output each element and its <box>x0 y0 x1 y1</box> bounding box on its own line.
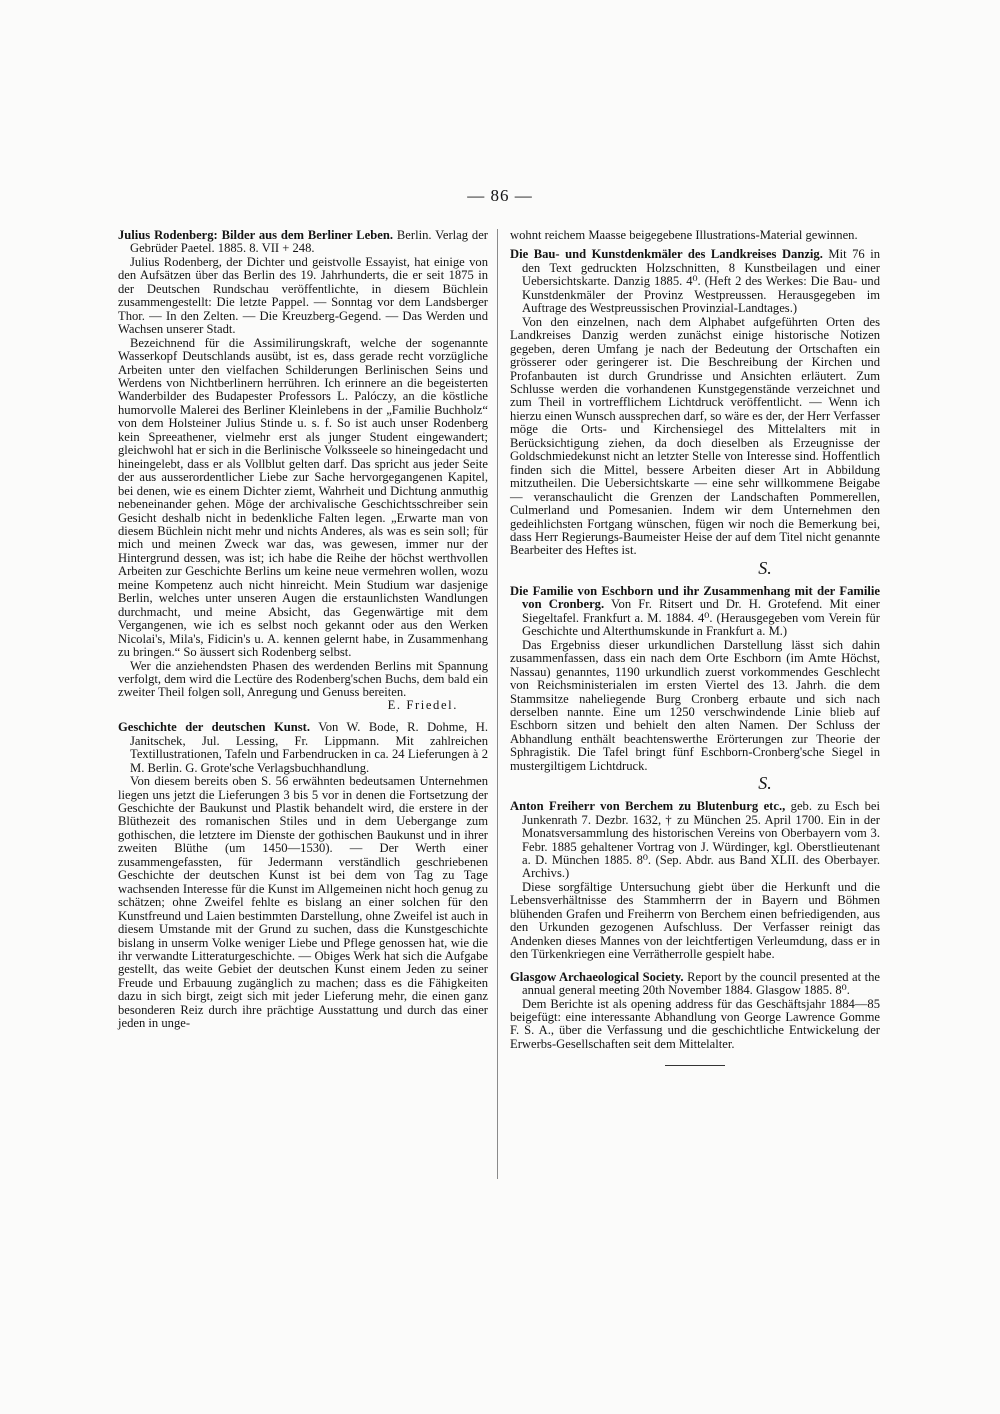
review-entry-danzig <box>510 247 880 578</box>
entry-body <box>510 316 880 576</box>
reviewer-mark: S. <box>758 557 772 578</box>
entry-body <box>510 881 880 962</box>
paragraph: Das Ergebniss dieser urkundlichen Darstellung lässt sich dahin zusammenfassen, dass ein nach dem Orte Eschborn (im Amte Höchst, Nassau) genanntes, 1190 urkundlich zuerst vorkommendes Geschlecht von Reichsministerialen im ersten Viertel des 13. Jahrh. die dem Stammsitze naheliegende Burg Cronberg erbaute und sich nach derselben nannte. Eine um 1250 verschwindende Linie blieb auf Eschborn sitzen und behielt den alten Namen. Der Schluss der Abhandlung enthält beachtenswerthe Erörterungen zur Theorie der Sphragistik. Die Tafel bringt fünf Eschborn-Cronberg'sche Siegel in mustergiltigem Lichtdruck. <box>510 637 880 773</box>
entry-heading <box>510 971 880 998</box>
continued-text: wohnt reichem Maasse beigegebene Illustrations-Material gewinnen. <box>510 228 858 242</box>
reviewer-signature: E. Friedel. <box>387 697 458 712</box>
entry-title: Glasgow Archaeological Society. <box>510 969 684 984</box>
entry-body <box>118 256 488 712</box>
paragraph: Diese sorgfältige Untersuchung giebt über die Herkunft und die Lebensverhältnisse des Stammherrn der in Bayern und Böhmen blühenden Grafen und Freiherrn von Berchem einen befriedigenden, aus den Urkunden gezogenen Aufschluss. Der Verfasser reinigt das Andenken dieses Mannes von der leichtfertigen Verleumdung, dass er in den Türkenkriegen eine Verrätherrolle gespielt habe. <box>510 879 880 962</box>
paragraph: Dem Berichte ist als opening address für das Geschäftsjahr 1884—85 beigefügt: eine interessante Abhandlung von George Lawrence Gomme F. S. A., über die Verfassung und die geschichtliche Entwickelung der Erwerbs-Gesellschaften seit dem Mittelalter. <box>510 996 880 1051</box>
review-entry-rodenberg <box>118 229 488 712</box>
review-entry-eschborn <box>510 583 880 794</box>
column-divider <box>497 229 498 1179</box>
entry-bibliographic-details: Berlin. Verlag der Gebrüder Paetel. 1885. 8. VII + 248. <box>130 228 489 256</box>
reviewer-mark: S. <box>758 773 772 794</box>
entry-heading <box>510 248 880 315</box>
entry-bibliographic-details: geb. zu Esch bei Junkenrath 7. Dezbr. 1632, † zu München 25. April 1700. Ein in der Monatsversammlung des historischen Vereins von Oberbayern vom 3. Febr. 1885 gehaltener Vortrag von J. Würdinger, kgl. Oberstlieutenant a. D. München 1885. 8⁰. (Sep. Abdr. aus Band XLII. des Oberbayer. Archivs.) <box>522 799 880 881</box>
entry-heading <box>118 721 488 775</box>
left-column <box>118 229 488 1040</box>
entry-bibliographic-details: Von W. Bode, R. Dohme, H. Janitschek, Jul. Lessing, Fr. Lippmann. Mit zahlreichen Textillustrationen, Tafeln und Farbendrucken in ca. 24 Lieferungen à 2 M. Berlin. G. Grote'sche Verlagsbuchhandlung. <box>130 720 488 775</box>
review-entry-berchem <box>510 800 880 961</box>
entry-title: Geschichte der deutschen Kunst. <box>118 720 311 735</box>
paragraph: Julius Rodenberg, der Dichter und geistvolle Essayist, hat einige von den Aufsätzen über das Berlin des 19. Jahrhunderts, die er seit 1875 in der Deutschen Rundschau veröffentlichte, in diesem Büchlein zusammengestellt: Die letzte Pappel. — Sonntag vor dem Landsberger Thor. — In den Zelten. — Die Kreuzberg-Gegend. — Das Werden und Wachsen unserer Stadt. <box>118 254 488 337</box>
entry-title: Die Bau- und Kunstdenkmäler des Landkreises Danzig. <box>510 247 823 262</box>
entry-title: Julius Rodenberg: Bilder aus dem Berliner Leben. <box>118 228 394 242</box>
paragraph: Von den einzelnen, nach dem Alphabet aufgeführten Orten des Landkreises Danzig werden zunächst einige historische Notizen gegeben, deren Umfang je nach der Bedeutung der Ortschaften ein grösserer oder geringerer ist. Die Beschreibung der Kirchen und Profanbauten ist durch Grundrisse und Ansichten erläutert. Zum Schlusse werden die vorhandenen Kunstgegenstände verzeichnet und zum Theil in vortrefflichem Lichtdruck veröffentlicht. — Wenn ich hierzu einen Wunsch aussprechen darf, so wäre es der, der Herr Verfasser möge die Orts- und Kirchensiegel des Mittelalters mit in Berücksichtigung ziehen, da doch dieselben als Erzeugnisse der Goldschmiedekunst nicht an letzter Stelle von Interesse sind. Hoffentlich finden sich die Mittel, bessere Arbeiten dieser Art in Abbildung mitzutheilen. Die Uebersichtskarte — eine sehr willkommene Beigabe — veranschaulicht die Grenzen der Landschaften Pommerellen, Culmerland und Pomesanien. Indem wir dem Unternehmen den gedeihlichsten Fortgang wünschen, fügen wir noch die Bemerkung bei, dass Herr Regierungs-Baumeister Heise der auf dem Titel nicht genannte Bearbeiter des Heftes ist. <box>510 314 880 558</box>
entry-body <box>118 775 488 1031</box>
page-number: — 86 — <box>467 186 533 205</box>
entry-bibliographic-details: Von Fr. Ritsert und Dr. H. Grotefend. Mit einer Siegeltafel. Frankfurt a. M. 1884. 4⁰. (Herausgegeben vom Verein für Geschichte und Alterthumskunde in Frankfurt a. M.) <box>522 597 880 639</box>
entry-heading <box>118 229 488 256</box>
paragraph: Bezeichnend für die Assimilirungskraft, welche der sogenannte Wasserkopf Deutschlands ausübt, ist es, dass gerade recht vorzügliche Arbeiten unter den vielfachen Schilderungen Berlinischen Seins und Werdens von Nichtberlinern herrühren. Ich erinnere an die begeisterten Wanderbilder des Budapester Professors L. Palóczy, an die köstliche humorvolle Malerei des Berliner Kleinlebens in der „Familie Buchholz“ von dem Holsteiner Julius Stinde u. s. f. So ist auch unser Rodenberg kein Spreeathener, vielmehr erst als junger Student eingewandert; gleichwohl hat er sich in die Berlinische Volksseele so hineingedacht und hineingelebt, dass er als Vollblut gelten darf. Das spricht aus jeder Seite der aus ausserordentlicher Liebe zur Sache hervorgegangenen Kapitel, bei denen, wie es einem Dichter ziemt, Wahrheit und Dichtung anmuthig nebeneinander gehen. Möge der archivalische Geschichtsschreiber sein Gesicht deshalb nicht in bedenkliche Falten legen. „Erwarte man von diesem Büchlein nicht mehr und nichts Anderes, als was es sein soll; für mich und meinen Zweck war das, was gewesen, immer nur der Hintergrund dessen, was ist; ich habe die Reihe der höchst werthvollen Arbeiten zur Geschichte Berlins um keine neue vermehren wollen, wozu meine Kompetenz auch nicht hinreicht. Mein Studium war dasjenige Berlin, welches unter unseren Augen die erstaunlichsten Wandlungen durchmacht, und meine Absicht, das Gegenwärtige mit dem Vergangenen, wie ich es selbst noch gekannt oder aus den Werken Nicolai's, Mila's, Fidicin's u. A. kennen gelernt habe, in Zusammenhang zu bringen.“ So äussert sich Rodenberg selbst. <box>118 335 488 660</box>
review-entry-glasgow <box>510 971 880 1052</box>
entry-body <box>510 998 880 1052</box>
end-rule <box>665 1065 725 1066</box>
paragraph: Wer die anziehendsten Phasen des werdenden Berlins mit Spannung verfolgt, dem wird die Lectüre des Rodenberg'schen Buchs, dem bald ein zweiter Theil folgen soll, Anregung und Genuss bereiten. <box>118 658 488 700</box>
entry-bibliographic-details: Mit 76 in den Text gedruckten Holzschnitten, 8 Kunstbeilagen und einer Uebersichtskarte. Danzig 1885. 4⁰. (Heft 2 des Werkes: Die Bau- und Kunstdenkmäler der Provinz Westpreussen. Herausgegeben im Auftrage des Westpreussischen Provinzial-Landtages.) <box>522 247 880 316</box>
entry-title: Anton Freiherr von Berchem zu Blutenburg etc., <box>510 799 786 814</box>
entry-heading <box>510 800 880 881</box>
entry-body <box>510 639 880 792</box>
entry-bibliographic-details: Report by the council presented at the annual general meeting 20th November 1884. Glasgow 1885. 8⁰. <box>522 969 881 998</box>
paragraph: Von diesem bereits oben S. 56 erwähnten bedeutsamen Unternehmen liegen uns jetzt die Lieferungen 3 bis 5 vor in denen die Fortsetzung der Geschichte der Baukunst und Plastik behandelt wird, die erstere in der Blüthezeit des romanischen Stiles und in dem Uebergange zum gothischen, die letztere im Dienste der gothischen Baukunst und in ihrer zweiten Blüthe (um 1450—1530). — Der Werth einer zusammengefassten, für Jedermann verständlich geschriebenen Geschichte der deutschen Kunst ist bei dem von Tag zu Tage wachsenden Interesse für die Kunst im Allgemeinen nicht hoch genug zu schätzen; ohne Zweifel fehlte es bislang an einer solchen für den Kunstfreund und Laien bestimmten Darstellung, ohne Zweifel ist auch in diesem Umstande mit der Grund zu suchen, dass die Kunstgeschichte bislang in unserm Volke weniger Liebe und Pflege genossen hat, wie die ihr verwandte Litteraturgeschichte. — Obiges Werk hat sich die Aufgabe gestellt, das weite Gebiet der deutschen Kunst einem Jeden zu seiner Freude und Erbauung zugänglich zu machen; dass es die Fähigkeiten dazu in sich birgt, zeigt sich mit jeder Lieferung mehr, die einen ganz besonderen Reiz durch ihre prächtige Ausstattung und durch das einer jeden in unge- <box>118 774 488 1031</box>
right-column <box>510 229 880 1066</box>
entry-title: Die Familie von Eschborn und ihr Zusammenhang mit der Familie von Cronberg. <box>510 583 880 612</box>
review-entry-deutsche-kunst <box>118 721 488 1030</box>
entry-heading <box>510 585 880 639</box>
